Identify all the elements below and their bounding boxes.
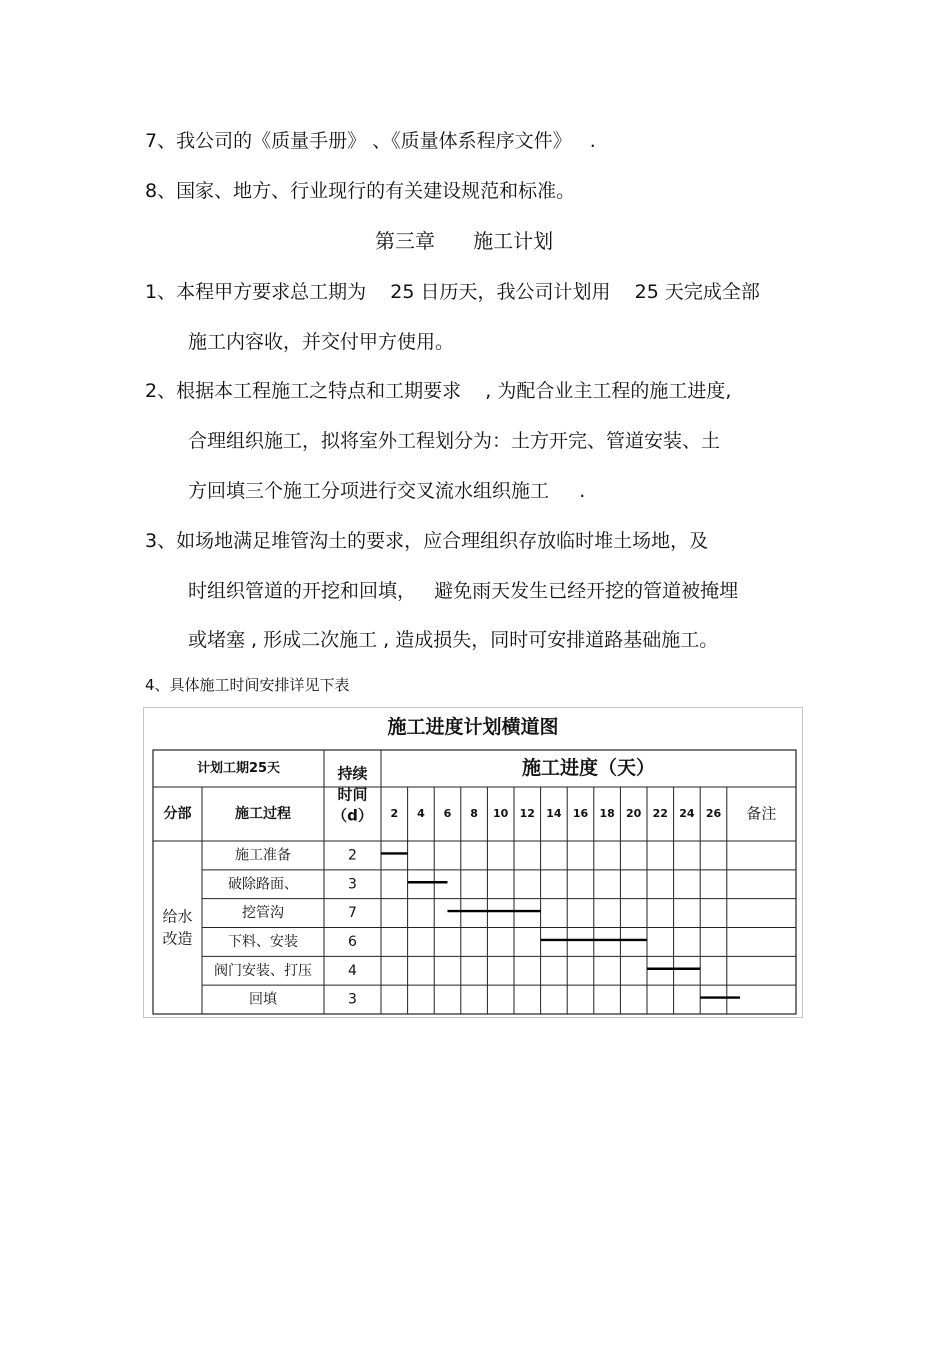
tick-label: 14 xyxy=(546,807,562,820)
task-name: 阀门安装、打压 xyxy=(214,962,312,979)
gantt-title: 施工进度计划横道图 xyxy=(387,716,559,738)
chapter-heading: 第三章 施工计划 xyxy=(375,229,554,253)
tick-label: 22 xyxy=(652,807,668,820)
tick-label: 24 xyxy=(679,807,695,820)
task-duration: 4 xyxy=(348,962,357,979)
tick-label: 10 xyxy=(493,807,509,820)
tick-label: 12 xyxy=(519,807,535,820)
header-process: 施工过程 xyxy=(235,806,291,822)
division-label: 给水 xyxy=(162,907,193,926)
item2-line3: 方回填三个施工分项进行交叉流水组织施工 . xyxy=(188,480,586,502)
header-period: 计划工期25天 xyxy=(196,761,281,776)
header-remark: 备注 xyxy=(746,804,777,823)
item3-line2: 时组织管道的开挖和回填， 避免雨天发生已经开挖的管道被掩埋 xyxy=(188,580,739,602)
item1-line1: 1、本程甲方要求总工期为 25 日历天，我公司计划用 25 天完成全部 xyxy=(145,281,760,303)
task-name: 破除路面、 xyxy=(228,876,298,893)
header-duration-line: （d） xyxy=(332,806,373,825)
item3-line1: 3、如场地满足堆管沟土的要求，应合理组织存放临时堆土场地，及 xyxy=(145,530,709,552)
task-duration: 7 xyxy=(348,905,357,922)
tick-label: 6 xyxy=(443,807,452,820)
header-duration-line: 时间 xyxy=(337,785,368,804)
gantt-chart xyxy=(143,707,803,1018)
item3-line3: 或堵塞 , 形成二次施工 , 造成损失，同时可安排道路基础施工。 xyxy=(188,629,719,651)
header-division: 分部 xyxy=(163,806,192,822)
task-name: 下料、安装 xyxy=(228,933,298,950)
tick-label: 20 xyxy=(626,807,642,820)
task-duration: 6 xyxy=(348,933,357,950)
tick-label: 26 xyxy=(705,807,722,820)
item1-line2: 施工内容收，并交付甲方使用。 xyxy=(188,331,455,353)
paragraph-7: 7、我公司的《质量手册》 、《质量体系程序文件》 . xyxy=(145,130,596,152)
header-progress: 施工进度（天） xyxy=(521,757,656,779)
tick-label: 16 xyxy=(572,807,589,820)
division-label: 改造 xyxy=(162,929,193,948)
task-duration: 2 xyxy=(348,847,357,864)
task-duration: 3 xyxy=(348,876,357,893)
item4-note: 4、具体施工时间安排详见下表 xyxy=(145,676,350,694)
task-name: 挖管沟 xyxy=(242,905,284,922)
gantt-table xyxy=(144,708,804,1019)
paragraph-8: 8、国家、地方、行业现行的有关建设规范和标准。 xyxy=(145,180,576,202)
tick-label: 4 xyxy=(417,807,425,820)
tick-label: 2 xyxy=(390,807,399,820)
task-name: 施工准备 xyxy=(235,847,291,864)
task-duration: 3 xyxy=(348,991,357,1008)
item2-line1: 2、根据本工程施工之特点和工期要求 , 为配合业主工程的施工进度, xyxy=(145,380,732,402)
header-duration-line: 持续 xyxy=(337,764,368,783)
item2-line2: 合理组织施工，拟将室外工程划分为：土方开完、管道安装、土 xyxy=(188,430,721,452)
tick-label: 8 xyxy=(470,807,478,820)
tick-label: 18 xyxy=(599,807,615,820)
task-name: 回填 xyxy=(249,991,277,1008)
